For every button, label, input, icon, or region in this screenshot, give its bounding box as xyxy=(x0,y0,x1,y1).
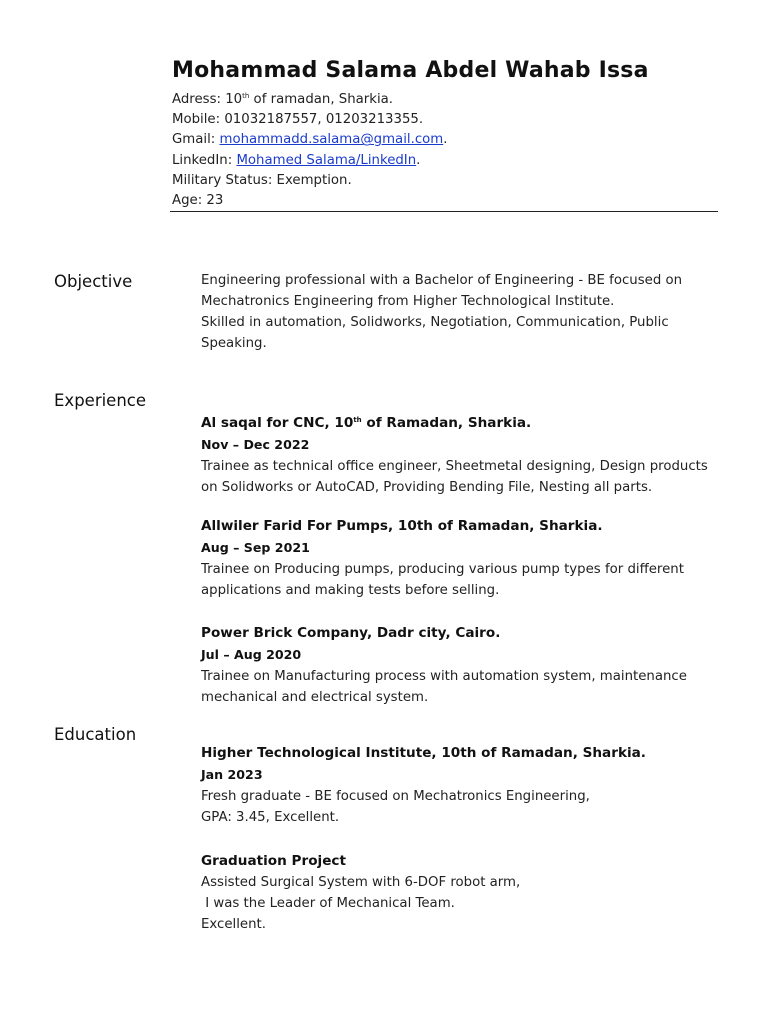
experience-heading: Experience xyxy=(54,391,147,410)
entry-line: GPA: 3.45, Excellent. xyxy=(201,810,340,825)
address-line xyxy=(172,86,718,110)
entry-line: Trainee on Manufacturing process with automation system, maintenance xyxy=(201,669,687,684)
linkedin-link[interactable]: Mohamed Salama/LinkedIn xyxy=(236,152,417,168)
objective-line: Speaking. xyxy=(201,336,267,351)
email-link[interactable]: mohammadd.salama@gmail.com xyxy=(219,132,444,148)
age-line: Age: 23 xyxy=(172,193,224,209)
address-ordinal: th xyxy=(242,92,250,100)
mobile-line: Mobile: 01032187557, 01203213355. xyxy=(172,112,424,128)
address-rest: of ramadan, Sharkia. xyxy=(249,92,394,107)
objective-heading: Objective xyxy=(54,272,133,291)
resume-header xyxy=(172,56,718,211)
entry-line: Trainee on Producing pumps, producing various pump types for different xyxy=(201,562,684,577)
entry-line: mechanical and electrical system. xyxy=(201,690,429,705)
entry-line: I was the Leader of Mechanical Team. xyxy=(201,896,455,911)
candidate-name: Mohammad Salama Abdel Wahab Issa xyxy=(172,58,649,83)
objective-line: Engineering professional with a Bachelor of Engineering - BE focused on xyxy=(201,273,683,288)
education-entry-project xyxy=(201,851,721,935)
entry-title: Higher Technological Institute, 10th of Ramadan, Sharkia. xyxy=(201,745,646,761)
entry-line: on Solidworks or AutoCAD, Providing Bending File, Nesting all parts. xyxy=(201,480,653,495)
entry-date: Jul – Aug 2020 xyxy=(201,647,302,662)
entry-line: applications and making tests before selling. xyxy=(201,583,500,598)
experience-entry-allwiler xyxy=(201,516,721,601)
entry-date: Aug – Sep 2021 xyxy=(201,540,310,555)
header-divider xyxy=(170,211,718,212)
entry-line: Trainee as technical office engineer, Sheetmetal designing, Design products xyxy=(201,459,708,474)
entry-line: Assisted Surgical System with 6-DOF robot arm, xyxy=(201,875,521,890)
entry-line: Fresh graduate - BE focused on Mechatronics Engineering, xyxy=(201,789,590,804)
objective-line: Mechatronics Engineering from Higher Technological Institute. xyxy=(201,294,615,309)
entry-date: Nov – Dec 2022 xyxy=(201,437,310,452)
gmail-line xyxy=(172,130,718,150)
entry-title-ordinal: th xyxy=(353,416,362,424)
military-status: Military Status: Exemption. xyxy=(172,172,352,188)
linkedin-label: LinkedIn: xyxy=(172,152,237,168)
objective-text xyxy=(201,270,721,354)
education-entry-hti xyxy=(201,743,721,828)
entry-title xyxy=(201,410,721,434)
linkedin-line xyxy=(172,151,718,171)
education-heading: Education xyxy=(54,725,137,744)
entry-title: Graduation Project xyxy=(201,853,346,869)
experience-entry-powerbrick xyxy=(201,623,721,708)
entry-line: Excellent. xyxy=(201,917,266,932)
entry-title-part: of Ramadan, Sharkia. xyxy=(361,415,532,431)
entry-date: Jan 2023 xyxy=(201,767,263,782)
objective-line: Skilled in automation, Solidworks, Negotiation, Communication, Public xyxy=(201,315,669,330)
entry-title: Allwiler Farid For Pumps, 10th of Ramadan, Sharkia. xyxy=(201,518,603,534)
entry-title-part: Al saqal for CNC, 10 xyxy=(201,415,354,431)
experience-entry-alsaqal xyxy=(201,410,721,498)
gmail-end: . xyxy=(443,132,448,148)
linkedin-end: . xyxy=(416,152,421,168)
entry-title: Power Brick Company, Dadr city, Cairo. xyxy=(201,625,501,641)
gmail-label: Gmail: xyxy=(172,132,220,148)
address-label: Adress: 10 xyxy=(172,92,243,107)
